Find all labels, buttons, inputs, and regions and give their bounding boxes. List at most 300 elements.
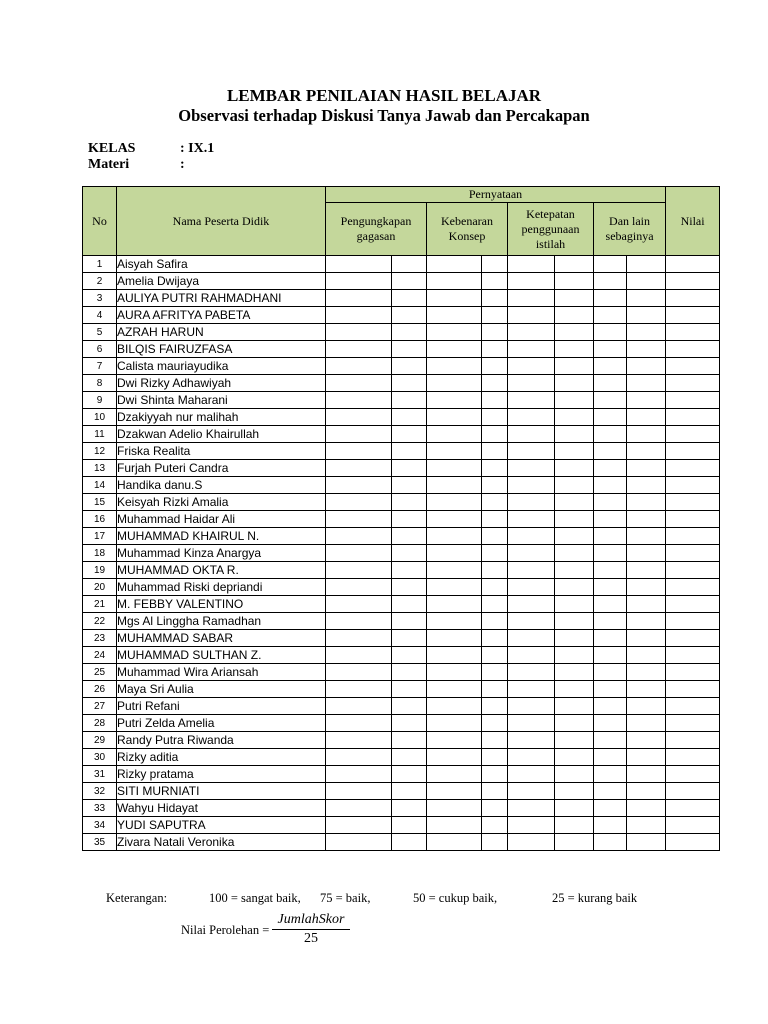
assessment-cell[interactable] <box>594 579 627 596</box>
assessment-cell[interactable] <box>482 834 508 851</box>
assessment-cell[interactable] <box>427 817 482 834</box>
assessment-cell[interactable] <box>508 426 555 443</box>
assessment-cell[interactable] <box>482 528 508 545</box>
assessment-cell[interactable] <box>326 528 392 545</box>
assessment-cell[interactable] <box>594 596 627 613</box>
assessment-cell[interactable] <box>326 664 392 681</box>
assessment-cell[interactable] <box>427 800 482 817</box>
assessment-cell[interactable] <box>508 783 555 800</box>
assessment-cell[interactable] <box>427 324 482 341</box>
assessment-cell[interactable] <box>627 579 666 596</box>
assessment-cell[interactable] <box>392 307 427 324</box>
assessment-cell[interactable] <box>427 477 482 494</box>
assessment-cell[interactable] <box>555 256 594 273</box>
assessment-cell[interactable] <box>326 477 392 494</box>
assessment-cell[interactable] <box>326 290 392 307</box>
assessment-cell[interactable] <box>555 528 594 545</box>
assessment-cell[interactable] <box>508 613 555 630</box>
assessment-cell[interactable] <box>482 341 508 358</box>
assessment-cell[interactable] <box>594 341 627 358</box>
assessment-cell[interactable] <box>508 579 555 596</box>
assessment-cell[interactable] <box>555 681 594 698</box>
assessment-cell[interactable] <box>594 800 627 817</box>
assessment-cell[interactable] <box>555 749 594 766</box>
assessment-cell[interactable] <box>594 375 627 392</box>
assessment-cell[interactable] <box>392 800 427 817</box>
assessment-cell[interactable] <box>326 562 392 579</box>
assessment-cell[interactable] <box>392 375 427 392</box>
assessment-cell[interactable] <box>594 256 627 273</box>
score-cell[interactable] <box>666 290 720 307</box>
assessment-cell[interactable] <box>627 664 666 681</box>
assessment-cell[interactable] <box>508 392 555 409</box>
assessment-cell[interactable] <box>326 596 392 613</box>
assessment-cell[interactable] <box>555 715 594 732</box>
assessment-cell[interactable] <box>627 647 666 664</box>
assessment-cell[interactable] <box>326 783 392 800</box>
assessment-cell[interactable] <box>326 715 392 732</box>
assessment-cell[interactable] <box>427 375 482 392</box>
assessment-cell[interactable] <box>427 630 482 647</box>
assessment-cell[interactable] <box>555 375 594 392</box>
assessment-cell[interactable] <box>594 766 627 783</box>
score-cell[interactable] <box>666 817 720 834</box>
assessment-cell[interactable] <box>427 664 482 681</box>
assessment-cell[interactable] <box>555 307 594 324</box>
score-cell[interactable] <box>666 664 720 681</box>
assessment-cell[interactable] <box>508 698 555 715</box>
assessment-cell[interactable] <box>594 749 627 766</box>
assessment-cell[interactable] <box>508 732 555 749</box>
assessment-cell[interactable] <box>326 647 392 664</box>
assessment-cell[interactable] <box>594 477 627 494</box>
assessment-cell[interactable] <box>482 681 508 698</box>
assessment-cell[interactable] <box>555 783 594 800</box>
assessment-cell[interactable] <box>555 341 594 358</box>
assessment-cell[interactable] <box>627 324 666 341</box>
assessment-cell[interactable] <box>555 443 594 460</box>
assessment-cell[interactable] <box>627 494 666 511</box>
assessment-cell[interactable] <box>482 494 508 511</box>
assessment-cell[interactable] <box>482 375 508 392</box>
assessment-cell[interactable] <box>482 409 508 426</box>
score-cell[interactable] <box>666 375 720 392</box>
assessment-cell[interactable] <box>594 681 627 698</box>
assessment-cell[interactable] <box>594 307 627 324</box>
assessment-cell[interactable] <box>392 545 427 562</box>
assessment-cell[interactable] <box>482 766 508 783</box>
assessment-cell[interactable] <box>326 630 392 647</box>
assessment-cell[interactable] <box>594 290 627 307</box>
assessment-cell[interactable] <box>555 834 594 851</box>
assessment-cell[interactable] <box>627 545 666 562</box>
assessment-cell[interactable] <box>392 426 427 443</box>
assessment-cell[interactable] <box>508 630 555 647</box>
assessment-cell[interactable] <box>555 579 594 596</box>
assessment-cell[interactable] <box>427 596 482 613</box>
assessment-cell[interactable] <box>508 528 555 545</box>
assessment-cell[interactable] <box>326 392 392 409</box>
assessment-cell[interactable] <box>427 545 482 562</box>
assessment-cell[interactable] <box>508 273 555 290</box>
score-cell[interactable] <box>666 392 720 409</box>
assessment-cell[interactable] <box>555 358 594 375</box>
assessment-cell[interactable] <box>594 647 627 664</box>
assessment-cell[interactable] <box>427 715 482 732</box>
assessment-cell[interactable] <box>594 426 627 443</box>
assessment-cell[interactable] <box>555 409 594 426</box>
assessment-cell[interactable] <box>508 715 555 732</box>
assessment-cell[interactable] <box>627 732 666 749</box>
assessment-cell[interactable] <box>627 375 666 392</box>
assessment-cell[interactable] <box>326 613 392 630</box>
assessment-cell[interactable] <box>482 630 508 647</box>
assessment-cell[interactable] <box>555 392 594 409</box>
assessment-cell[interactable] <box>555 273 594 290</box>
assessment-cell[interactable] <box>555 817 594 834</box>
assessment-cell[interactable] <box>555 766 594 783</box>
assessment-cell[interactable] <box>326 273 392 290</box>
assessment-cell[interactable] <box>555 732 594 749</box>
assessment-cell[interactable] <box>482 579 508 596</box>
assessment-cell[interactable] <box>482 783 508 800</box>
score-cell[interactable] <box>666 307 720 324</box>
assessment-cell[interactable] <box>326 494 392 511</box>
assessment-cell[interactable] <box>427 426 482 443</box>
assessment-cell[interactable] <box>482 392 508 409</box>
assessment-cell[interactable] <box>482 647 508 664</box>
assessment-cell[interactable] <box>326 579 392 596</box>
assessment-cell[interactable] <box>555 630 594 647</box>
assessment-cell[interactable] <box>555 698 594 715</box>
assessment-cell[interactable] <box>627 392 666 409</box>
assessment-cell[interactable] <box>594 358 627 375</box>
assessment-cell[interactable] <box>392 324 427 341</box>
assessment-cell[interactable] <box>594 494 627 511</box>
assessment-cell[interactable] <box>627 817 666 834</box>
score-cell[interactable] <box>666 358 720 375</box>
assessment-cell[interactable] <box>627 307 666 324</box>
assessment-cell[interactable] <box>627 409 666 426</box>
assessment-cell[interactable] <box>508 341 555 358</box>
assessment-cell[interactable] <box>555 800 594 817</box>
assessment-cell[interactable] <box>482 511 508 528</box>
assessment-cell[interactable] <box>555 477 594 494</box>
assessment-cell[interactable] <box>427 307 482 324</box>
assessment-cell[interactable] <box>594 630 627 647</box>
assessment-cell[interactable] <box>555 426 594 443</box>
assessment-cell[interactable] <box>627 426 666 443</box>
assessment-cell[interactable] <box>627 528 666 545</box>
assessment-cell[interactable] <box>508 494 555 511</box>
assessment-cell[interactable] <box>392 358 427 375</box>
assessment-cell[interactable] <box>555 545 594 562</box>
assessment-cell[interactable] <box>482 562 508 579</box>
assessment-cell[interactable] <box>482 358 508 375</box>
score-cell[interactable] <box>666 256 720 273</box>
assessment-cell[interactable] <box>326 545 392 562</box>
assessment-cell[interactable] <box>427 273 482 290</box>
assessment-cell[interactable] <box>482 256 508 273</box>
assessment-cell[interactable] <box>392 817 427 834</box>
assessment-cell[interactable] <box>627 630 666 647</box>
assessment-cell[interactable] <box>482 749 508 766</box>
assessment-cell[interactable] <box>508 562 555 579</box>
assessment-cell[interactable] <box>594 545 627 562</box>
assessment-cell[interactable] <box>427 749 482 766</box>
assessment-cell[interactable] <box>392 477 427 494</box>
assessment-cell[interactable] <box>326 681 392 698</box>
assessment-cell[interactable] <box>392 596 427 613</box>
score-cell[interactable] <box>666 766 720 783</box>
assessment-cell[interactable] <box>594 613 627 630</box>
assessment-cell[interactable] <box>594 834 627 851</box>
assessment-cell[interactable] <box>594 409 627 426</box>
assessment-cell[interactable] <box>627 477 666 494</box>
assessment-cell[interactable] <box>508 511 555 528</box>
assessment-cell[interactable] <box>326 698 392 715</box>
assessment-cell[interactable] <box>555 647 594 664</box>
assessment-cell[interactable] <box>427 443 482 460</box>
assessment-cell[interactable] <box>482 817 508 834</box>
score-cell[interactable] <box>666 596 720 613</box>
assessment-cell[interactable] <box>594 460 627 477</box>
assessment-cell[interactable] <box>627 698 666 715</box>
assessment-cell[interactable] <box>392 732 427 749</box>
assessment-cell[interactable] <box>392 630 427 647</box>
assessment-cell[interactable] <box>482 324 508 341</box>
assessment-cell[interactable] <box>627 511 666 528</box>
assessment-cell[interactable] <box>427 290 482 307</box>
score-cell[interactable] <box>666 698 720 715</box>
assessment-cell[interactable] <box>392 647 427 664</box>
assessment-cell[interactable] <box>392 579 427 596</box>
assessment-cell[interactable] <box>427 256 482 273</box>
assessment-cell[interactable] <box>427 647 482 664</box>
assessment-cell[interactable] <box>326 324 392 341</box>
assessment-cell[interactable] <box>555 290 594 307</box>
assessment-cell[interactable] <box>627 800 666 817</box>
assessment-cell[interactable] <box>392 392 427 409</box>
assessment-cell[interactable] <box>392 834 427 851</box>
score-cell[interactable] <box>666 681 720 698</box>
assessment-cell[interactable] <box>392 783 427 800</box>
assessment-cell[interactable] <box>508 664 555 681</box>
assessment-cell[interactable] <box>392 528 427 545</box>
assessment-cell[interactable] <box>482 545 508 562</box>
score-cell[interactable] <box>666 545 720 562</box>
assessment-cell[interactable] <box>392 562 427 579</box>
assessment-cell[interactable] <box>326 443 392 460</box>
assessment-cell[interactable] <box>594 324 627 341</box>
score-cell[interactable] <box>666 647 720 664</box>
assessment-cell[interactable] <box>508 647 555 664</box>
assessment-cell[interactable] <box>508 596 555 613</box>
assessment-cell[interactable] <box>508 460 555 477</box>
score-cell[interactable] <box>666 562 720 579</box>
assessment-cell[interactable] <box>326 307 392 324</box>
assessment-cell[interactable] <box>427 732 482 749</box>
assessment-cell[interactable] <box>508 817 555 834</box>
assessment-cell[interactable] <box>508 681 555 698</box>
assessment-cell[interactable] <box>326 800 392 817</box>
score-cell[interactable] <box>666 460 720 477</box>
assessment-cell[interactable] <box>555 613 594 630</box>
assessment-cell[interactable] <box>427 358 482 375</box>
assessment-cell[interactable] <box>627 290 666 307</box>
assessment-cell[interactable] <box>392 613 427 630</box>
assessment-cell[interactable] <box>508 766 555 783</box>
score-cell[interactable] <box>666 477 720 494</box>
score-cell[interactable] <box>666 630 720 647</box>
assessment-cell[interactable] <box>392 715 427 732</box>
score-cell[interactable] <box>666 409 720 426</box>
assessment-cell[interactable] <box>555 324 594 341</box>
assessment-cell[interactable] <box>427 494 482 511</box>
assessment-cell[interactable] <box>392 749 427 766</box>
assessment-cell[interactable] <box>508 545 555 562</box>
assessment-cell[interactable] <box>627 273 666 290</box>
assessment-cell[interactable] <box>594 715 627 732</box>
assessment-cell[interactable] <box>627 358 666 375</box>
score-cell[interactable] <box>666 324 720 341</box>
assessment-cell[interactable] <box>594 783 627 800</box>
assessment-cell[interactable] <box>555 494 594 511</box>
assessment-cell[interactable] <box>326 358 392 375</box>
assessment-cell[interactable] <box>555 596 594 613</box>
assessment-cell[interactable] <box>326 834 392 851</box>
assessment-cell[interactable] <box>392 273 427 290</box>
score-cell[interactable] <box>666 494 720 511</box>
assessment-cell[interactable] <box>482 800 508 817</box>
assessment-cell[interactable] <box>627 460 666 477</box>
assessment-cell[interactable] <box>555 562 594 579</box>
assessment-cell[interactable] <box>594 817 627 834</box>
assessment-cell[interactable] <box>627 256 666 273</box>
assessment-cell[interactable] <box>326 256 392 273</box>
assessment-cell[interactable] <box>392 460 427 477</box>
assessment-cell[interactable] <box>392 494 427 511</box>
assessment-cell[interactable] <box>392 341 427 358</box>
assessment-cell[interactable] <box>482 443 508 460</box>
assessment-cell[interactable] <box>427 681 482 698</box>
assessment-cell[interactable] <box>427 392 482 409</box>
assessment-cell[interactable] <box>482 698 508 715</box>
assessment-cell[interactable] <box>482 477 508 494</box>
assessment-cell[interactable] <box>508 375 555 392</box>
assessment-cell[interactable] <box>482 426 508 443</box>
assessment-cell[interactable] <box>627 562 666 579</box>
assessment-cell[interactable] <box>508 477 555 494</box>
assessment-cell[interactable] <box>427 511 482 528</box>
assessment-cell[interactable] <box>627 681 666 698</box>
assessment-cell[interactable] <box>427 341 482 358</box>
assessment-cell[interactable] <box>326 817 392 834</box>
score-cell[interactable] <box>666 732 720 749</box>
assessment-cell[interactable] <box>326 460 392 477</box>
assessment-cell[interactable] <box>508 800 555 817</box>
assessment-cell[interactable] <box>427 613 482 630</box>
assessment-cell[interactable] <box>594 511 627 528</box>
assessment-cell[interactable] <box>427 528 482 545</box>
assessment-cell[interactable] <box>594 562 627 579</box>
assessment-cell[interactable] <box>427 562 482 579</box>
assessment-cell[interactable] <box>326 409 392 426</box>
assessment-cell[interactable] <box>555 460 594 477</box>
assessment-cell[interactable] <box>594 443 627 460</box>
assessment-cell[interactable] <box>555 664 594 681</box>
assessment-cell[interactable] <box>508 443 555 460</box>
assessment-cell[interactable] <box>508 307 555 324</box>
assessment-cell[interactable] <box>482 732 508 749</box>
assessment-cell[interactable] <box>594 732 627 749</box>
assessment-cell[interactable] <box>392 443 427 460</box>
score-cell[interactable] <box>666 800 720 817</box>
assessment-cell[interactable] <box>627 443 666 460</box>
assessment-cell[interactable] <box>427 579 482 596</box>
score-cell[interactable] <box>666 273 720 290</box>
assessment-cell[interactable] <box>427 460 482 477</box>
assessment-cell[interactable] <box>627 834 666 851</box>
assessment-cell[interactable] <box>482 715 508 732</box>
assessment-cell[interactable] <box>508 834 555 851</box>
score-cell[interactable] <box>666 341 720 358</box>
score-cell[interactable] <box>666 443 720 460</box>
assessment-cell[interactable] <box>508 324 555 341</box>
assessment-cell[interactable] <box>594 392 627 409</box>
assessment-cell[interactable] <box>392 409 427 426</box>
assessment-cell[interactable] <box>508 749 555 766</box>
score-cell[interactable] <box>666 579 720 596</box>
assessment-cell[interactable] <box>482 460 508 477</box>
assessment-cell[interactable] <box>482 290 508 307</box>
assessment-cell[interactable] <box>326 375 392 392</box>
assessment-cell[interactable] <box>392 256 427 273</box>
assessment-cell[interactable] <box>508 290 555 307</box>
score-cell[interactable] <box>666 715 720 732</box>
assessment-cell[interactable] <box>326 732 392 749</box>
assessment-cell[interactable] <box>555 511 594 528</box>
assessment-cell[interactable] <box>326 426 392 443</box>
assessment-cell[interactable] <box>482 273 508 290</box>
assessment-cell[interactable] <box>627 596 666 613</box>
assessment-cell[interactable] <box>627 766 666 783</box>
assessment-cell[interactable] <box>427 834 482 851</box>
assessment-cell[interactable] <box>508 256 555 273</box>
score-cell[interactable] <box>666 783 720 800</box>
assessment-cell[interactable] <box>482 596 508 613</box>
assessment-cell[interactable] <box>392 681 427 698</box>
score-cell[interactable] <box>666 511 720 528</box>
assessment-cell[interactable] <box>482 307 508 324</box>
assessment-cell[interactable] <box>594 698 627 715</box>
assessment-cell[interactable] <box>392 664 427 681</box>
assessment-cell[interactable] <box>392 766 427 783</box>
assessment-cell[interactable] <box>326 766 392 783</box>
assessment-cell[interactable] <box>482 664 508 681</box>
assessment-cell[interactable] <box>392 290 427 307</box>
assessment-cell[interactable] <box>627 613 666 630</box>
assessment-cell[interactable] <box>392 511 427 528</box>
assessment-cell[interactable] <box>427 783 482 800</box>
assessment-cell[interactable] <box>427 409 482 426</box>
assessment-cell[interactable] <box>594 273 627 290</box>
assessment-cell[interactable] <box>594 664 627 681</box>
score-cell[interactable] <box>666 528 720 545</box>
assessment-cell[interactable] <box>508 409 555 426</box>
assessment-cell[interactable] <box>627 783 666 800</box>
assessment-cell[interactable] <box>508 358 555 375</box>
